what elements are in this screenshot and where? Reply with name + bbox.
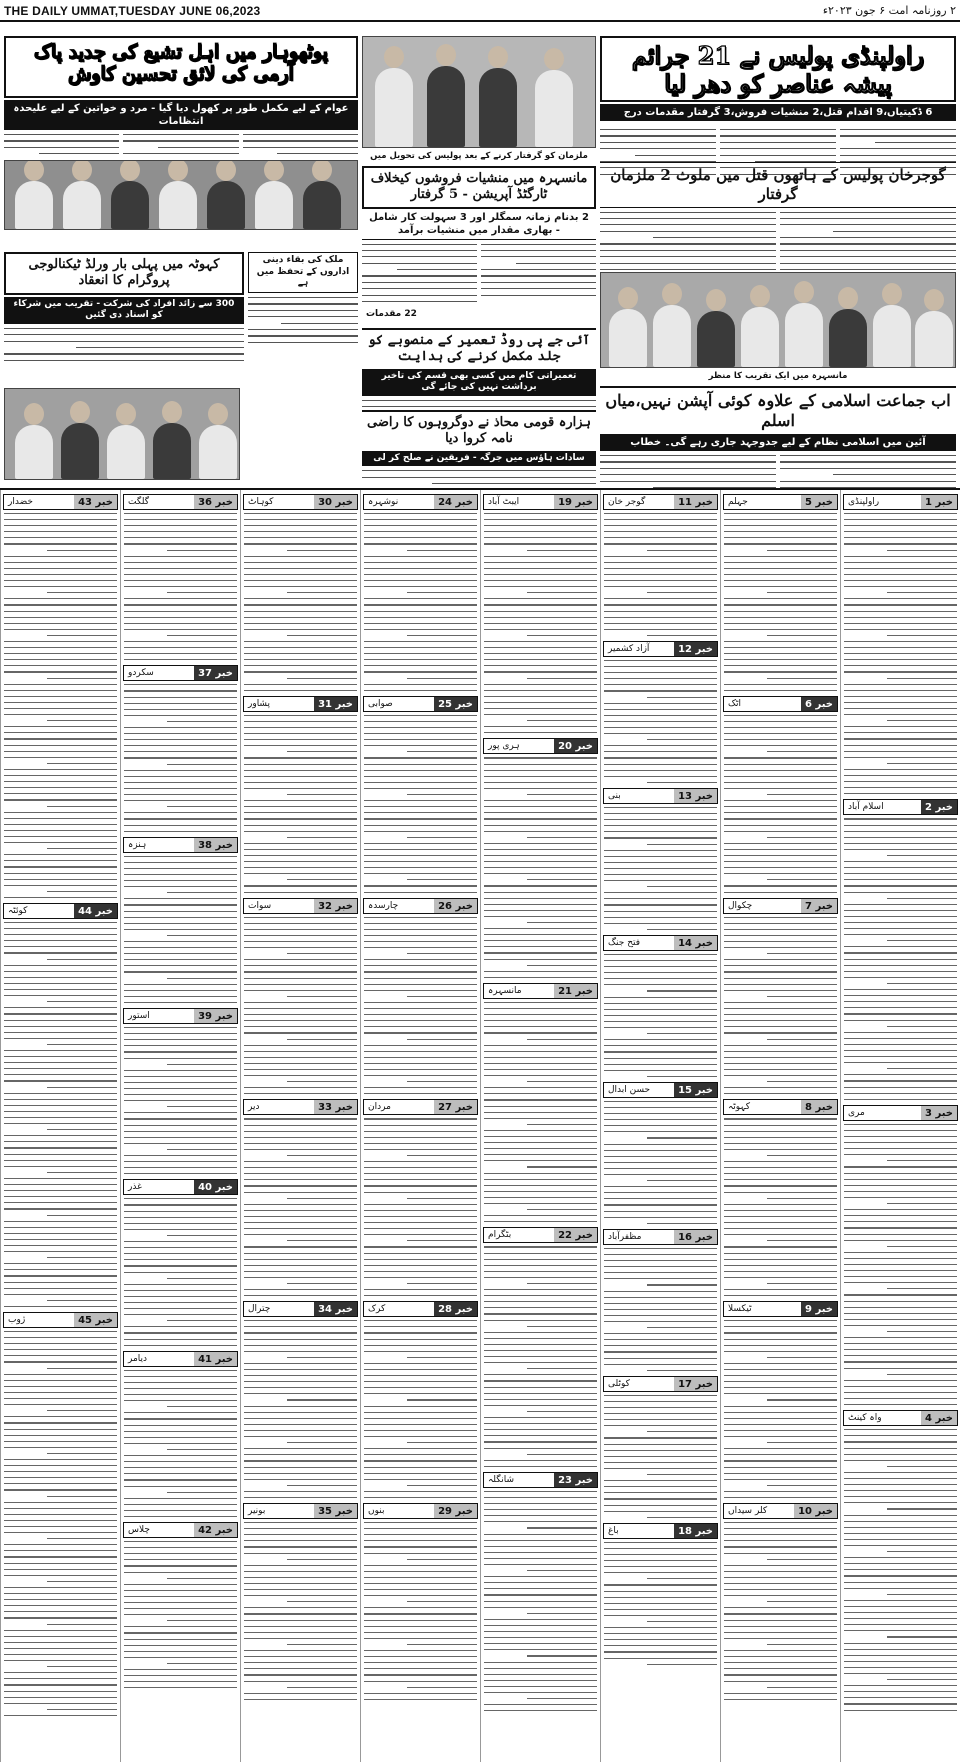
- story-tag: [723, 494, 838, 510]
- story-city: اسلام آباد: [848, 802, 884, 813]
- story-body: [481, 513, 600, 733]
- story-body: [1, 1331, 120, 1716]
- story-tag: [483, 1227, 598, 1243]
- story-tag: [843, 799, 958, 815]
- story-body: [121, 684, 240, 831]
- world-tech-story: [4, 252, 358, 388]
- story-number: خبر 13: [674, 789, 717, 803]
- story-tag: [243, 494, 358, 510]
- story-city: ایبٹ آباد: [488, 497, 520, 507]
- story-body: [721, 1118, 840, 1296]
- story-number: خبر 22: [554, 1228, 597, 1242]
- story-tag: [363, 1099, 478, 1115]
- english-dateline: THE DAILY UMMAT,TUESDAY JUNE 06,2023: [4, 4, 261, 18]
- story-number: خبر 27: [434, 1100, 477, 1114]
- story-body: [481, 757, 600, 977]
- story-body: [841, 1429, 960, 1710]
- story-tag: [843, 494, 958, 510]
- story-number: خبر 7: [801, 899, 837, 913]
- story-body: [1, 922, 120, 1307]
- gujar-khan-story: [600, 162, 956, 272]
- story-number: خبر 38: [194, 838, 237, 852]
- jamaat-story: [600, 386, 956, 490]
- story-city: چلاس: [128, 1525, 150, 1536]
- story-body: [361, 1522, 480, 1700]
- story-tag: [723, 898, 838, 914]
- story-body: [721, 513, 840, 691]
- lead-subheadline: 6 ڈکیتیاں،9 اقدام قتل،2 منشیات فروش،3 گرفتار مقدمات درج: [600, 104, 956, 121]
- story-tag: [243, 696, 358, 712]
- jamaat-body-b: [780, 455, 956, 490]
- masthead: [0, 0, 960, 22]
- story-tag: [843, 1105, 958, 1121]
- person-figure: [609, 309, 647, 367]
- story-body: [721, 715, 840, 893]
- mansehra-body-a: [362, 244, 477, 308]
- story-number: خبر 8: [801, 1100, 837, 1114]
- story-city: بنی: [608, 790, 621, 801]
- ipp-road-subheadline: تعمیراتی کام میں کسی بھی قسم کی تاخیر برداشت نہیں کی جائے گی: [362, 369, 596, 396]
- top-left-body-b: [123, 134, 238, 160]
- story-tag: [603, 1376, 718, 1392]
- story-body: [121, 856, 240, 1003]
- story-tag: [483, 983, 598, 999]
- jamaat-headline: اب جماعت اسلامی کے علاوہ کوئی آپشن نہیں،میاں اسلم: [600, 386, 956, 434]
- person-figure: [153, 423, 191, 479]
- story-number: خبر 16: [674, 1230, 717, 1244]
- story-body: [841, 513, 960, 794]
- story-city: چارسدہ: [368, 900, 399, 911]
- story-city: شانگلہ: [488, 1474, 515, 1485]
- story-city: کوئٹہ: [8, 906, 28, 916]
- person-figure: [159, 181, 197, 229]
- person-figure: [915, 311, 953, 367]
- story-tag: [603, 935, 718, 951]
- story-number: خبر 39: [194, 1009, 237, 1023]
- story-tag: [363, 696, 478, 712]
- story-body: [241, 1320, 360, 1498]
- story-body: [361, 715, 480, 893]
- top-left-body-a: [4, 134, 119, 160]
- mansehra-extra: 22 مقدمات: [366, 309, 417, 320]
- story-number: خبر 34: [314, 1302, 357, 1316]
- story-column-4: [480, 490, 600, 1762]
- story-tag: [603, 494, 718, 510]
- story-tag: [363, 1301, 478, 1317]
- story-city: کرک: [368, 1304, 386, 1315]
- story-city: راولپنڈی: [848, 497, 880, 507]
- story-body: [361, 513, 480, 691]
- story-city: غذر: [128, 1182, 142, 1193]
- side-box-headline: ملک کی بقاء دینی اداروں کے تحفظ میں ہے: [248, 252, 358, 293]
- story-number: خبر 42: [194, 1523, 237, 1537]
- story-tag: [603, 1082, 718, 1098]
- story-number: خبر 29: [434, 1504, 477, 1518]
- story-body: [481, 1491, 600, 1711]
- story-number: خبر 37: [194, 666, 237, 680]
- person-figure: [107, 425, 145, 479]
- hazara-subheadline: سادات ہاؤس میں جرگہ - فریقین نے صلح کر لی: [362, 451, 596, 467]
- story-number: خبر 33: [314, 1100, 357, 1114]
- story-city: ہری پور: [488, 741, 520, 752]
- story-city: کوٹلی: [608, 1378, 630, 1389]
- story-number: خبر 10: [794, 1504, 837, 1518]
- world-tech-headline: کہوٹہ میں پہلی بار ورلڈ ٹیکنالوجی پروگرام کا انعقاد: [4, 252, 244, 295]
- story-tag: [723, 1099, 838, 1115]
- group-photo-right-caption: مانسہرہ میں ایک تقریب کا منظر: [600, 370, 956, 384]
- top-left-body-c: [243, 134, 358, 160]
- story-number: خبر 11: [674, 495, 717, 509]
- story-tag: [123, 1179, 238, 1195]
- jamaat-body-a: [600, 455, 776, 490]
- story-number: خبر 20: [554, 739, 597, 753]
- story-body: [601, 954, 720, 1077]
- story-city: اٹک: [728, 698, 742, 709]
- story-body: [241, 513, 360, 691]
- story-number: خبر 25: [434, 697, 477, 711]
- arrested-men-caption: ملزمان کو گرفتار کرنے کے بعد پولیس کی تحویل میں: [362, 150, 596, 164]
- person-figure: [111, 181, 149, 229]
- story-number: خبر 12: [674, 642, 717, 656]
- gujar-khan-headline: گوجرخان پولیس کے ہاتھوں قتل میں ملوث 2 ملزمان گرفتار: [600, 162, 956, 208]
- person-figure: [207, 181, 245, 229]
- story-number: خبر 14: [674, 936, 717, 950]
- story-body: [121, 1541, 240, 1688]
- story-body: [481, 1002, 600, 1222]
- story-city: ہنزہ: [128, 839, 147, 850]
- story-body: [121, 513, 240, 660]
- story-number: خبر 21: [554, 984, 597, 998]
- person-figure: [427, 66, 465, 147]
- story-city: بٹگرام: [488, 1230, 512, 1241]
- story-column-6: [240, 490, 360, 1762]
- story-number: خبر 30: [314, 495, 357, 509]
- person-figure: [375, 68, 413, 147]
- arrested-men-photo: [362, 36, 596, 148]
- story-tag: [123, 1351, 238, 1367]
- person-figure: [479, 68, 517, 147]
- mansehra-body-b: [481, 244, 596, 308]
- scholars-photo: [4, 160, 358, 230]
- story-city: سکردو: [128, 668, 154, 679]
- story-city: کوہاٹ: [248, 497, 274, 507]
- story-body: [241, 1118, 360, 1296]
- story-body: [841, 1124, 960, 1405]
- story-tag: [243, 1503, 358, 1519]
- story-body: [361, 1320, 480, 1498]
- story-number: خبر 6: [801, 697, 837, 711]
- story-body: [601, 660, 720, 783]
- story-body: [721, 1522, 840, 1700]
- person-figure: [741, 307, 779, 367]
- story-city: کلر سیداں: [728, 1506, 768, 1517]
- story-city: گلگت: [128, 497, 150, 507]
- story-city: چترال: [248, 1304, 271, 1315]
- story-number: خبر 5: [801, 495, 837, 509]
- person-figure: [15, 181, 53, 229]
- story-number: خبر 26: [434, 899, 477, 913]
- story-city: خضدار: [8, 497, 33, 507]
- story-number: خبر 4: [921, 1411, 957, 1425]
- person-figure: [255, 181, 293, 229]
- story-number: خبر 1: [921, 495, 957, 509]
- story-column-8: [0, 490, 120, 1762]
- story-city: فتح جنگ: [608, 937, 641, 948]
- event-photo-left: [4, 388, 240, 480]
- story-tag: [3, 903, 118, 919]
- story-body: [1, 513, 120, 898]
- side-box-body: [248, 297, 358, 343]
- story-tag: [243, 1301, 358, 1317]
- story-body: [241, 917, 360, 1095]
- story-tag: [3, 494, 118, 510]
- story-column-7: [120, 490, 240, 1762]
- story-number: خبر 31: [314, 697, 357, 711]
- story-city: نوشہرہ: [368, 497, 399, 507]
- story-city: آزاد کشمیر: [608, 643, 650, 654]
- story-column-5: [360, 490, 480, 1762]
- mansehra-story: [362, 166, 596, 344]
- story-body: [841, 818, 960, 1099]
- story-city: دیامر: [128, 1353, 148, 1364]
- story-body: [601, 1248, 720, 1371]
- story-tag: [483, 738, 598, 754]
- story-number: خبر 2: [921, 800, 957, 814]
- person-figure: [653, 305, 691, 367]
- story-tag: [603, 1229, 718, 1245]
- jamaat-subheadline: آئین میں اسلامی نظام کے لیے جدوجہد جاری رہے گی۔ خطاب: [600, 434, 956, 451]
- story-tag: [363, 898, 478, 914]
- story-city: جہلم: [728, 497, 748, 507]
- story-number: خبر 36: [194, 495, 237, 509]
- story-tag: [123, 494, 238, 510]
- person-figure: [873, 305, 911, 367]
- story-tag: [603, 641, 718, 657]
- story-number: خبر 44: [74, 904, 117, 918]
- story-city: صوابی: [368, 698, 393, 709]
- story-number: خبر 43: [74, 495, 117, 509]
- story-tag: [723, 1301, 838, 1317]
- story-tag: [243, 1099, 358, 1115]
- story-columns: [0, 490, 960, 1762]
- story-column-3: [600, 490, 720, 1762]
- gujar-khan-body-a: [600, 212, 776, 273]
- hazara-headline: ہزارہ قومی محاذ نے دوگروہوں کا راضی نامہ کروا دیا: [362, 410, 596, 451]
- person-figure: [697, 311, 735, 367]
- story-city: سوات: [248, 900, 272, 911]
- story-number: خبر 17: [674, 1377, 717, 1391]
- story-body: [601, 807, 720, 930]
- person-figure: [829, 309, 867, 367]
- story-number: خبر 35: [314, 1504, 357, 1518]
- mansehra-subheadline: 2 بدنام زمانہ سمگلر اور 3 سہولت کار شامل - بھاری مقدار میں منشیات برآمد: [362, 209, 596, 240]
- hazara-story: [362, 410, 596, 490]
- story-body: [241, 1522, 360, 1700]
- urdu-date: روزنامہ امت ۶ جون ۲۰۲۳ء: [822, 4, 947, 17]
- person-figure: [61, 423, 99, 479]
- person-figure: [63, 181, 101, 229]
- story-tag: [243, 898, 358, 914]
- story-body: [721, 917, 840, 1095]
- lead-headline: راولپنڈی پولیس نے 21 جرائم پیشہ عناصر کو دھر لیا: [600, 36, 956, 102]
- page-number: ۲: [950, 4, 956, 17]
- story-number: خبر 9: [801, 1302, 837, 1316]
- story-city: بنوں: [368, 1506, 385, 1517]
- story-city: مظفرآباد: [608, 1231, 642, 1242]
- gujar-khan-body-b: [780, 212, 956, 273]
- story-number: خبر 15: [674, 1083, 717, 1097]
- story-tag: [483, 1472, 598, 1488]
- story-number: خبر 18: [674, 1524, 717, 1538]
- mansehra-headline: مانسہرہ میں منشیات فروشوں کیخلاف ٹارگٹڈ آپریشن - 5 گرفتار: [362, 166, 596, 209]
- story-body: [241, 715, 360, 893]
- story-body: [121, 1198, 240, 1345]
- story-city: مری: [848, 1107, 865, 1118]
- story-number: خبر 24: [434, 495, 477, 509]
- story-city: چکوال: [728, 900, 753, 911]
- story-body: [121, 1027, 240, 1174]
- story-column-2: [720, 490, 840, 1762]
- story-city: مردان: [368, 1102, 391, 1113]
- story-city: استور: [128, 1011, 150, 1022]
- story-column-1: [840, 490, 960, 1762]
- story-body: [721, 1320, 840, 1498]
- person-figure: [199, 425, 237, 479]
- story-city: پشاور: [248, 698, 270, 709]
- story-city: مانسہرہ: [488, 985, 522, 996]
- person-figure: [15, 425, 53, 479]
- story-city: واہ کینٹ: [848, 1413, 882, 1424]
- story-city: دیر: [248, 1102, 260, 1113]
- story-number: خبر 32: [314, 899, 357, 913]
- story-tag: [483, 494, 598, 510]
- story-body: [601, 1101, 720, 1224]
- story-number: خبر 19: [554, 495, 597, 509]
- story-tag: [363, 1503, 478, 1519]
- story-tag: [123, 1522, 238, 1538]
- story-tag: [603, 1523, 718, 1539]
- story-city: باغ: [608, 1525, 619, 1536]
- top-left-subheadline: عوام کے لیے مکمل طور پر کھول دیا گیا - مرد و خواتین کے لیے علیحدہ انتظامات: [4, 100, 358, 130]
- story-number: خبر 41: [194, 1352, 237, 1366]
- person-figure: [535, 70, 573, 147]
- story-number: خبر 28: [434, 1302, 477, 1316]
- story-city: بونیر: [248, 1506, 266, 1517]
- ipp-road-body: [362, 400, 596, 408]
- ipp-road-story: [362, 328, 596, 408]
- story-tag: [123, 837, 238, 853]
- story-body: [121, 1370, 240, 1517]
- ipp-road-headline: آئی جے پی روڈ تعمیر کے منصوبے کو جلد مکمل کرنے کی ہدایت: [362, 328, 596, 369]
- story-tag: [603, 788, 718, 804]
- group-photo-right: [600, 272, 956, 368]
- story-number: خبر 45: [74, 1313, 117, 1327]
- story-body: [361, 917, 480, 1095]
- story-tag: [363, 494, 478, 510]
- story-body: [601, 513, 720, 636]
- top-left-headline: پوٹھوہار میں اہل تشیع کی جدید پاک آرمی کی لائق تحسین کاوش: [4, 36, 358, 98]
- urdu-dateline: [823, 4, 956, 17]
- story-city: گوجر خان: [608, 497, 646, 507]
- story-number: خبر 40: [194, 1180, 237, 1194]
- story-body: [601, 1542, 720, 1665]
- story-city: حسن ابدال: [608, 1084, 651, 1095]
- person-figure: [785, 303, 823, 367]
- story-tag: [723, 1503, 838, 1519]
- story-body: [481, 1246, 600, 1466]
- story-city: ژوب: [8, 1315, 26, 1325]
- story-tag: [723, 696, 838, 712]
- story-city: ٹیکسلا: [728, 1304, 752, 1315]
- story-body: [361, 1118, 480, 1296]
- world-tech-body: [4, 328, 244, 361]
- story-body: [601, 1395, 720, 1518]
- world-tech-subheadline: 300 سے زائد افراد کی شرکت - تقریب میں شرکاء کو اسناد دی گئیں: [4, 297, 244, 324]
- story-tag: [843, 1410, 958, 1426]
- story-number: خبر 23: [554, 1473, 597, 1487]
- story-number: خبر 3: [921, 1106, 957, 1120]
- story-city: کہوٹہ: [728, 1102, 750, 1113]
- story-tag: [3, 1312, 118, 1328]
- story-tag: [123, 665, 238, 681]
- story-tag: [123, 1008, 238, 1024]
- person-figure: [303, 181, 341, 229]
